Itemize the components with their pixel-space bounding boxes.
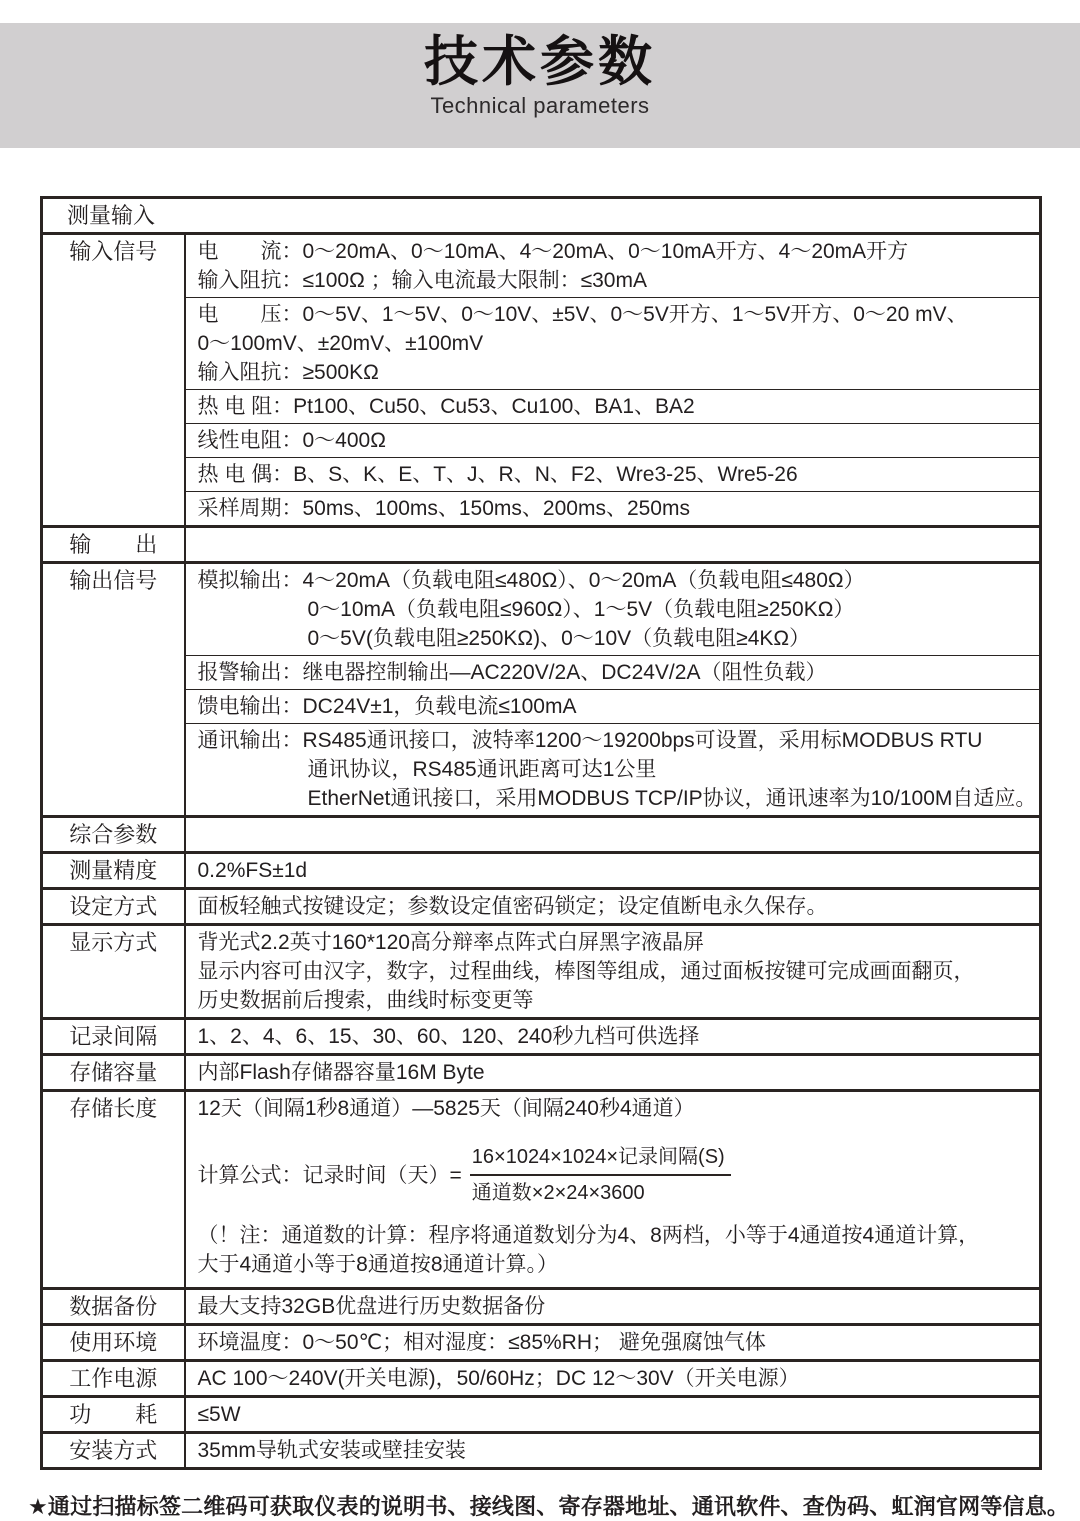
storage-length-range: 12天（间隔1秒8通道）—5825天（间隔240秒4通道）	[197, 1097, 695, 1120]
row-input-signal-thermocouple	[42, 458, 1041, 492]
cell-linear-resistance	[185, 424, 1041, 458]
row-label-input-signal: 输入信号	[42, 234, 185, 527]
row-input-signal-linear-resistance	[42, 424, 1041, 458]
row-storage-capacity	[42, 1055, 1041, 1091]
row-input-signal-sampling-period	[42, 492, 1041, 527]
cell-communication-output	[185, 724, 1041, 817]
page-subtitle: Technical parameters	[430, 93, 650, 118]
row-label-record-interval: 记录间隔	[42, 1019, 185, 1055]
cell-installation-method: 35mm导轨式安装或壁挂安装	[185, 1433, 1041, 1469]
row-operating-environment	[42, 1325, 1041, 1361]
row-data-backup	[42, 1289, 1041, 1325]
row-input-signal-rtd	[42, 390, 1041, 424]
formula-fraction	[470, 1145, 731, 1205]
spec-line: 输入阻抗：≥500KΩ	[197, 361, 379, 384]
spec-line: 馈电输出：DC24V±1，负载电流≤100mA	[197, 695, 577, 718]
row-installation-method	[42, 1433, 1041, 1469]
row-label-output-signal: 输出信号	[42, 563, 185, 817]
cell-sampling-period	[185, 492, 1041, 527]
spec-line: 报警输出：继电器控制输出—AC220V/2A、DC24V/2A（阻性负载）	[197, 661, 827, 684]
spec-line: 电 流：0～20mA、0～10mA、4～20mA、0～10mA开方、4～20mA开方	[197, 240, 909, 263]
spec-line: 通讯输出：RS485通讯接口，波特率1200～19200bps可设置，采用标MODBUS RTU	[197, 729, 983, 752]
formula-denominator: 通道数×2×24×3600	[471, 1182, 645, 1204]
cell-measure-accuracy: 0.2%FS±1d	[185, 853, 1041, 889]
section-row-measure-input	[42, 198, 1041, 234]
row-input-signal-current	[42, 234, 1041, 298]
cell-power-supply: AC 100～240V(开关电源)，50/60Hz；DC 12～30V（开关电源）	[185, 1361, 1041, 1397]
row-label-installation-method: 安装方式	[42, 1433, 185, 1469]
row-label-operating-environment: 使用环境	[42, 1325, 185, 1361]
cell-voltage	[185, 298, 1041, 390]
spec-line: 0～100mV、±20mV、±100mV	[197, 332, 484, 355]
cell-operating-environment: 环境温度：0～50℃；相对湿度：≤85%RH； 避免强腐蚀气体	[185, 1325, 1041, 1361]
row-storage-length	[42, 1091, 1041, 1289]
cell-setting-method: 面板轻触式按键设定；参数设定值密码锁定；设定值断电永久保存。	[185, 889, 1041, 925]
cell-power-consumption: ≤5W	[185, 1397, 1041, 1433]
row-label-power-supply: 工作电源	[42, 1361, 185, 1397]
channel-count-note	[198, 1221, 1028, 1279]
section-row-output	[42, 527, 1041, 563]
row-display-mode	[42, 925, 1041, 1019]
spec-line: 模拟输出：4～20mA（负载电阻≤480Ω）、0～20mA（负载电阻≤480Ω）	[197, 569, 865, 592]
spec-table	[40, 196, 1042, 1470]
cell-feed-output	[185, 690, 1041, 724]
formula-label: 计算公式：记录时间（天）=	[197, 1163, 462, 1187]
page-title: 技术参数	[424, 32, 656, 92]
row-input-signal-voltage	[42, 298, 1041, 390]
row-output-signal-communication	[42, 724, 1041, 817]
row-label-output: 输 出	[42, 527, 185, 563]
cell-output-empty	[185, 527, 1041, 563]
cell-thermocouple	[185, 458, 1041, 492]
cell-data-backup: 最大支持32GB优盘进行历史数据备份	[185, 1289, 1041, 1325]
spec-line: 大于4通道小等于8通道按8通道计算。）	[197, 1253, 559, 1276]
row-label-storage-capacity: 存储容量	[42, 1055, 185, 1091]
row-power-consumption	[42, 1397, 1041, 1433]
formula-numerator: 16×1024×1024×记录间隔(S)	[470, 1145, 731, 1176]
spec-line: 电 压：0～5V、1～5V、0～10V、±5V、0～5V开方、1～5V开方、0～20 mV、	[197, 303, 968, 326]
row-label-display-mode: 显示方式	[42, 925, 185, 1019]
spec-line: 历史数据前后搜索，曲线时标变更等	[197, 989, 534, 1012]
cell-alarm-output	[185, 656, 1041, 690]
row-label-setting-method: 设定方式	[42, 889, 185, 925]
section-row-general-parameters	[42, 817, 1041, 853]
spec-line: 背光式2.2英寸160*120高分辩率点阵式白屏黑字液晶屏	[197, 931, 704, 954]
cell-storage-length	[185, 1091, 1041, 1289]
row-power-supply	[42, 1361, 1041, 1397]
spec-line: 0～5V(负载电阻≥250KΩ)、0～10V（负载电阻≥4KΩ）	[307, 627, 811, 650]
row-setting-method	[42, 889, 1041, 925]
row-output-signal-alarm	[42, 656, 1041, 690]
row-record-interval	[42, 1019, 1041, 1055]
record-time-formula	[198, 1145, 1028, 1205]
cell-record-interval: 1、2、4、6、15、30、60、120、240秒九档可供选择	[185, 1019, 1041, 1055]
spec-line: EtherNet通讯接口，采用MODBUS TCP/IP协议，通讯速率为10/100M自适应。	[307, 787, 1037, 810]
spec-table-wrapper	[40, 196, 1080, 1470]
section-label-measure-input: 测量输入	[42, 198, 1041, 234]
row-label-measure-accuracy: 测量精度	[42, 853, 185, 889]
cell-general-empty	[185, 817, 1041, 853]
row-output-signal-analog	[42, 563, 1041, 656]
row-label-storage-length: 存储长度	[42, 1091, 185, 1289]
spec-line: 通讯协议，RS485通讯距离可达1公里	[307, 758, 657, 781]
row-measure-accuracy	[42, 853, 1041, 889]
cell-rtd	[185, 390, 1041, 424]
spec-line: 热 电 偶：B、S、K、E、T、J、R、N、F2、Wre3-25、Wre5-26	[197, 463, 798, 486]
row-output-signal-feed	[42, 690, 1041, 724]
spec-line: 0～10mA（负载电阻≤960Ω）、1～5V（负载电阻≥250KΩ）	[307, 598, 855, 621]
spec-line: 输入阻抗：≤100Ω ；输入电流最大限制：≤30mA	[197, 269, 647, 292]
row-label-data-backup: 数据备份	[42, 1289, 185, 1325]
title-banner	[0, 23, 1080, 148]
row-label-general-parameters: 综合参数	[42, 817, 185, 853]
spec-line: 显示内容可由汉字，数字，过程曲线，棒图等组成，通过面板按键可完成画面翻页，	[197, 960, 975, 983]
cell-current	[185, 234, 1041, 298]
spec-line: 线性电阻：0～400Ω	[197, 429, 386, 452]
cell-display-mode	[185, 925, 1041, 1019]
cell-storage-capacity: 内部Flash存储器容量16M Byte	[185, 1055, 1041, 1091]
spec-line: （！注：通道数的计算：程序将通道数划分为4、8两档，小等于4通道按4通道计算，	[197, 1224, 980, 1247]
row-label-power-consumption: 功 耗	[42, 1397, 185, 1433]
qr-footnote: ★通过扫描标签二维码可获取仪表的说明书、接线图、寄存器地址、通讯软件、查伪码、虹润官网等信息。	[28, 1494, 1070, 1519]
cell-analog-output	[185, 563, 1041, 656]
spec-line: 热 电 阻：Pt100、Cu50、Cu53、Cu100、BA1、BA2	[197, 395, 695, 418]
spec-line: 采样周期：50ms、100ms、150ms、200ms、250ms	[197, 497, 690, 520]
